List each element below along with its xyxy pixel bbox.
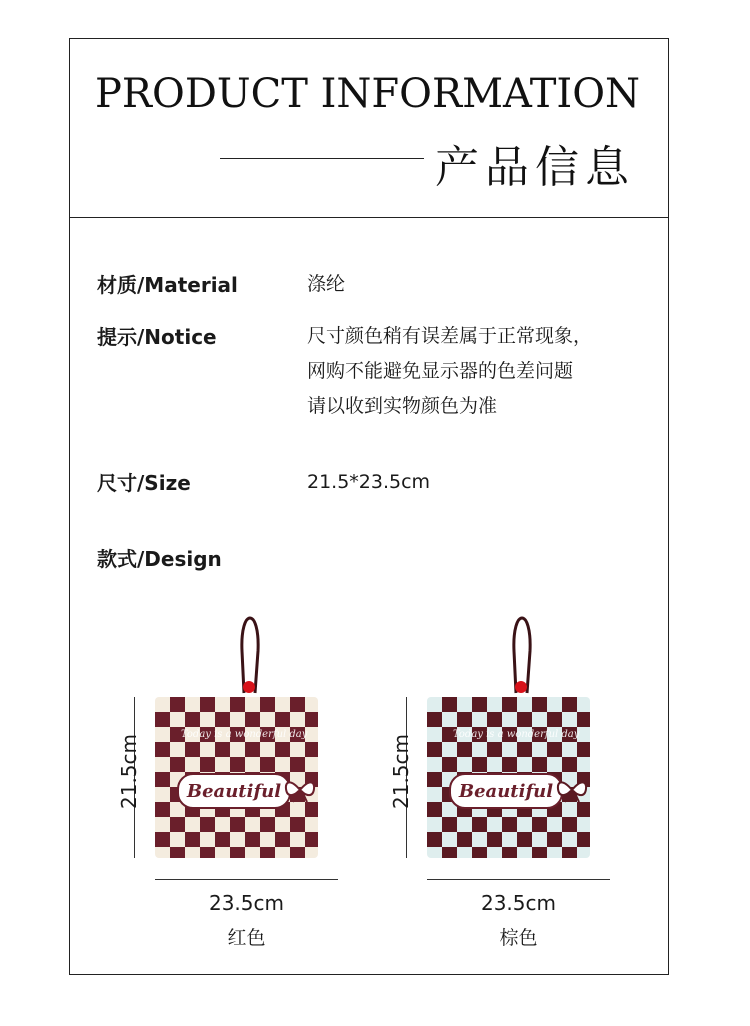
design-label: 款式/Design	[97, 547, 222, 571]
bow-icon	[555, 777, 589, 803]
title-chinese: 产品信息	[435, 142, 635, 193]
badge-text: Beautiful	[458, 780, 554, 802]
bow-icon	[283, 777, 317, 803]
notice-line-3: 请以收到实物颜色为准	[307, 395, 498, 417]
pad-script-text: Today is a wonderful day	[453, 729, 580, 740]
size-label: 尺寸/Size	[97, 471, 191, 495]
color-name-red: 红色	[227, 927, 266, 949]
color-name-brown: 棕色	[499, 927, 538, 949]
material-label: 材质/Material	[97, 273, 238, 297]
material-value: 涤纶	[307, 273, 346, 295]
width-dimension-text: 23.5cm	[208, 891, 284, 915]
pad-script-text: Today is a wonderful day	[181, 729, 308, 740]
beautiful-badge	[449, 773, 563, 809]
badge-text: Beautiful	[186, 780, 282, 802]
hanging-strap-icon	[134, 601, 334, 701]
width-dimension-text: 23.5cm	[480, 891, 556, 915]
header-section	[70, 39, 668, 218]
pad-checkered-red	[155, 697, 318, 858]
hanging-strap-icon	[406, 601, 606, 701]
product-red	[117, 601, 334, 949]
width-dimension-line	[427, 879, 610, 880]
info-frame	[69, 38, 669, 975]
beautiful-badge	[177, 773, 291, 809]
product-brown	[389, 601, 606, 949]
height-dimension-text: 21.5cm	[117, 733, 141, 809]
title-divider-line	[220, 158, 424, 159]
pad-checkered-brown	[427, 697, 590, 858]
notice-line-1: 尺寸颜色稍有误差属于正常现象，	[307, 325, 593, 347]
title-english: PRODUCT INFORMATION	[95, 71, 640, 117]
height-dimension-text: 21.5cm	[389, 733, 413, 809]
notice-line-2: 网购不能避免显示器的色差问题	[307, 360, 574, 382]
width-dimension-line	[155, 879, 338, 880]
notice-label: 提示/Notice	[97, 325, 217, 349]
size-value: 21.5*23.5cm	[307, 471, 431, 493]
